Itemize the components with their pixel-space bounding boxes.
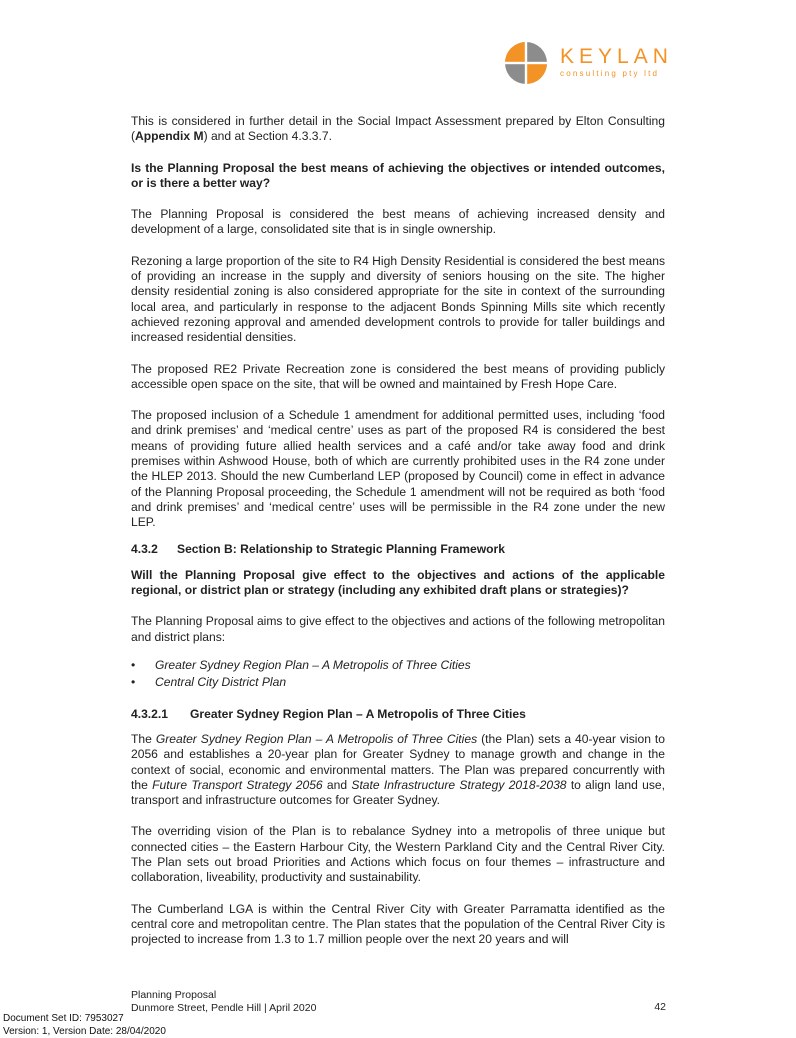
keylan-logo-mark [503,40,549,86]
list-item: • Central City District Plan [131,675,665,690]
section-title: Section B: Relationship to Strategic Planning Framework [177,542,505,556]
paragraph: The proposed RE2 Private Recreation zone is considered the best means of providing publicly accessible open space on the site, that will be owned and maintained by Fresh Hope Care. [131,362,665,393]
paragraph: The Planning Proposal aims to give effect to the objectives and actions of the following metropolitan and district plans: [131,614,665,645]
page-number: 42 [654,1001,666,1014]
question-heading: Is the Planning Proposal the best means of achieving the objectives or intended outcomes, or is there a better way? [131,161,665,192]
document-info [3,1013,166,1038]
logo-name: KEYLAN [560,45,673,69]
company-logo [503,40,693,85]
subsection-title: Greater Sydney Region Plan – A Metropolis of Three Cities [190,707,526,721]
page-footer [131,989,666,1014]
subsection-number: 4.3.2.1 [131,707,190,722]
plan-list [131,658,665,691]
paragraph: The proposed inclusion of a Schedule 1 amendment for additional permitted uses, including ‘food and drink premises’ and ‘medical centre’ uses as part of the proposed R4 is considered the best means of providing future allied health services and a café and/or take away food and drink premises within Ashwood House, both of which are currently prohibited uses in the R4 zone under the HLEP 2013. Should the new Cumberland LEP (proposed by Council) come in effect in advance of the Planning Proposal proceeding, the Schedule 1 amendment will not be required as both ‘food and drink premises’ and ‘medical centre’ uses will be permissible in the R4 zone under the new LEP. [131,408,665,530]
section-number: 4.3.2 [131,542,177,557]
logo-tagline: consulting pty ltd [560,69,659,78]
appendix-reference: Appendix M [135,129,204,143]
paragraph: Rezoning a large proportion of the site to R4 High Density Residential is considered the best means of providing an increase in the supply and diversity of seniors housing on the site. The higher density residential zoning is also considered appropriate for the site in context of the surrounding local area, and particularly in response to the adjacent Bonds Spinning Mills site which recently achieved rezoning approval and amended development controls to provide for taller buildings and increased residential densities. [131,254,665,346]
footer-title: Planning Proposal [131,989,666,1002]
paragraph: The overriding vision of the Plan is to rebalance Sydney into a metropolis of three unique but connected cities – the Eastern Harbour City, the Western Parkland City and the Central River City. The Plan sets out broad Priorities and Actions which focus on four themes – infrastructure and collaboration, liveability, productivity and sustainability. [131,824,665,885]
question-heading: Will the Planning Proposal give effect to the objectives and actions of the applicable regional, or district plan or strategy (including any exhibited draft plans or strategies)? [131,568,665,599]
paragraph: The Cumberland LGA is within the Central River City with Greater Parramatta identified as the central core and metropolitan centre. The Plan states that the population of the Central River City is projected to increase from 1.3 to 1.7 million people over the next 20 years and will [131,902,665,948]
document-body [131,114,665,963]
section-heading [131,542,665,557]
document-set-id: Document Set ID: 7953027 [3,1013,166,1026]
version-info: Version: 1, Version Date: 28/04/2020 [3,1026,166,1038]
paragraph: The Planning Proposal is considered the best means of achieving increased density and development of a large, consolidated site that is in single ownership. [131,207,665,238]
paragraph: The Greater Sydney Region Plan – A Metropolis of Three Cities (the Plan) sets a 40-year vision to 2056 and establishes a 20-year plan for Greater Sydney to manage growth and change in the context of social, economic and environmental matters. The Plan was prepared concurrently with the Future Transport Strategy 2056 and State Infrastructure Strategy 2018-2038 to align land use, transport and infrastructure outcomes for Greater Sydney. [131,732,665,808]
footer-subtitle: Dunmore Street, Pendle Hill | April 2020 [131,1002,666,1015]
subsection-heading [131,707,665,722]
list-item: • Greater Sydney Region Plan – A Metropolis of Three Cities [131,658,665,673]
paragraph-intro: This is considered in further detail in the Social Impact Assessment prepared by Elton Consulting (Appendix M) and at Section 4.3.3.7. [131,114,665,145]
